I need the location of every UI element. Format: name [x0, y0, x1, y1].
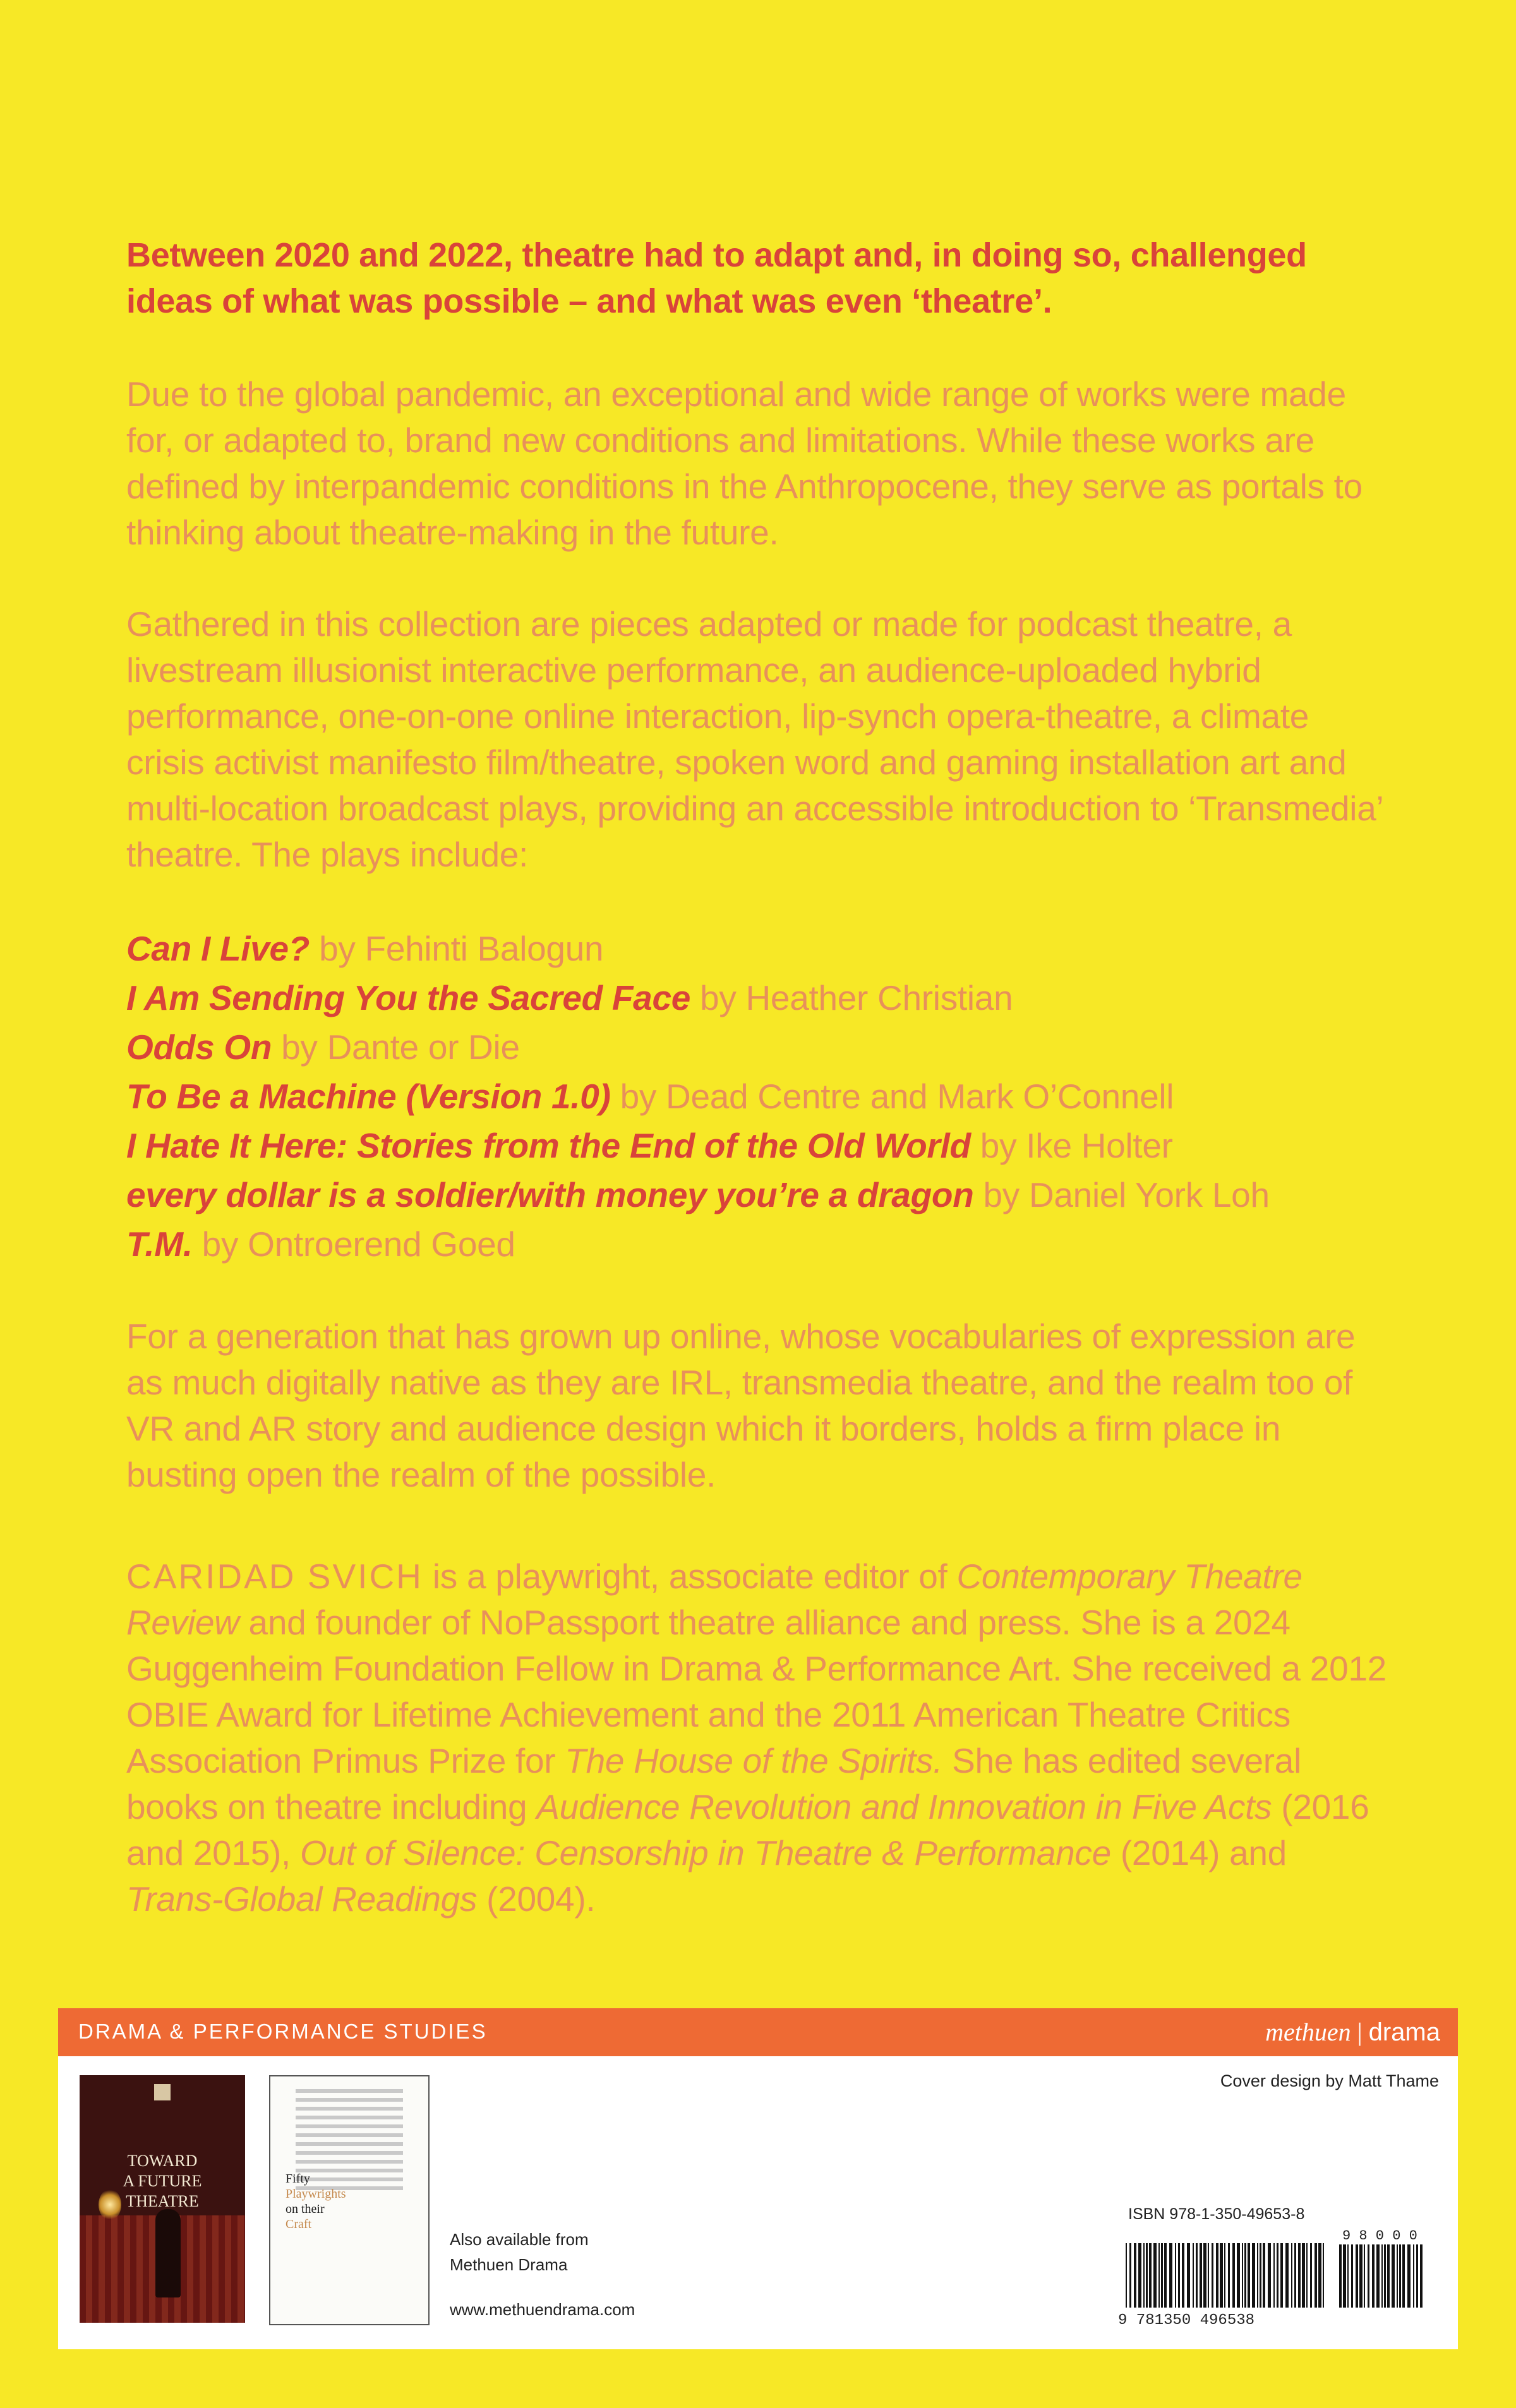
barcode-bar	[1392, 2244, 1395, 2308]
publisher-separator: |	[1357, 2018, 1363, 2046]
barcode-bar	[1364, 2244, 1365, 2308]
barcode-bar	[1224, 2243, 1225, 2308]
figure-silhouette	[155, 2209, 181, 2297]
barcode-bar	[1298, 2243, 1301, 2308]
barcode-bar	[1323, 2243, 1324, 2308]
barcode-bar	[1242, 2243, 1243, 2308]
publisher-imprint: drama	[1368, 2018, 1440, 2046]
play-author: by Ike Holter	[970, 1126, 1173, 1165]
bio-segment: She has edited several books on theatre including	[126, 1741, 1302, 1826]
barcode-bar	[1268, 2243, 1271, 2308]
book1-title-line: THEATRE	[126, 2192, 199, 2210]
play-title: T.M.	[126, 1225, 193, 1264]
footer-panel	[58, 2008, 1458, 2349]
lead-text: Between 2020 and 2022, theatre had to adapt and, in doing so, challenged ideas of what was possible – and what was even ‘theatre’.	[126, 236, 1307, 320]
barcode-bar	[1216, 2243, 1218, 2308]
barcode-bar	[1306, 2243, 1308, 2308]
play-title: To Be a Machine (Version 1.0)	[126, 1077, 611, 1116]
publisher-logo	[1265, 2017, 1440, 2047]
barcode-bar	[1387, 2244, 1390, 2308]
barcode-bar	[1149, 2243, 1152, 2308]
barcode-bar	[1420, 2244, 1423, 2308]
isbn-label: ISBN 978-1-350-49653-8	[1128, 2205, 1305, 2223]
book2-title-line: Playwrights	[286, 2187, 346, 2201]
barcode-bar	[1343, 2244, 1346, 2308]
play-item	[126, 1121, 1390, 1170]
play-item	[126, 1170, 1390, 1219]
bio-italic: Contemporary Theatre Review	[126, 1557, 1302, 1642]
barcode-bar	[1291, 2243, 1292, 2308]
barcode-bar	[1407, 2244, 1411, 2308]
para3-text: For a generation that has grown up online, whose vocabularies of expression are as much digitally native as they are IRL, transmedia theatre, and the realm too of VR and AR story and audience design which it borders, holds a firm place in busting open the realm of the possible.	[126, 1317, 1356, 1494]
barcode-bar	[1178, 2243, 1180, 2308]
barcode-bar	[1129, 2243, 1131, 2308]
barcode-bar	[1384, 2244, 1386, 2308]
bio-segment: is a playwright, associate editor of	[423, 1557, 957, 1596]
book2-title-line: on their	[286, 2202, 325, 2216]
play-title: I Hate It Here: Stories from the End of the Old World	[126, 1126, 971, 1165]
barcode-digits: 9 781350 496538	[1118, 2312, 1255, 2327]
bio-segment: (2004).	[477, 1879, 596, 1919]
publisher-name: methuen	[1265, 2018, 1351, 2046]
barcode-bar	[1158, 2243, 1160, 2308]
barcode-bar	[1143, 2243, 1145, 2308]
play-item	[126, 924, 1390, 973]
book2-title	[286, 2171, 346, 2232]
book1-title-line: A FUTURE	[123, 2172, 202, 2190]
barcode-bar	[1169, 2243, 1172, 2308]
publisher-crest-icon	[154, 2084, 171, 2100]
barcode-bar	[1277, 2243, 1278, 2308]
barcode-bar	[1347, 2244, 1349, 2308]
barcode-bar	[1212, 2243, 1213, 2308]
play-item	[126, 1072, 1390, 1121]
series-label: DRAMA & PERFORMANCE STUDIES	[78, 2020, 488, 2043]
bio-italic: Out of Silence: Censorship in Theatre & Performance	[299, 1833, 1111, 1872]
barcode-bar	[1252, 2243, 1255, 2308]
play-item	[126, 973, 1390, 1022]
bio-text	[126, 1554, 1390, 1922]
barcode-bar	[1273, 2243, 1275, 2308]
lead-paragraph	[126, 232, 1390, 325]
related-book-cover-2	[269, 2075, 430, 2325]
play-author: by Fehinti Balogun	[310, 929, 604, 968]
play-author: by Dante or Die	[272, 1027, 520, 1067]
barcode-bar	[1196, 2243, 1198, 2308]
description-paragraph-1	[126, 371, 1390, 556]
barcode-bar	[1302, 2243, 1305, 2308]
play-author: by Ontroerend Goed	[192, 1225, 515, 1264]
barcode-bar	[1372, 2244, 1375, 2308]
also-line-2: Methuen Drama	[450, 2255, 568, 2274]
description-paragraph-2	[126, 601, 1390, 878]
price-addon-bars	[1339, 2244, 1423, 2308]
barcode-bar	[1359, 2244, 1363, 2308]
also-line-1: Also available from	[450, 2230, 589, 2249]
book2-title-line: Fifty	[286, 2172, 310, 2186]
play-author: by Heather Christian	[690, 978, 1013, 1017]
barcode-bar	[1193, 2243, 1194, 2308]
also-available-label	[450, 2227, 589, 2277]
para1-text: Due to the global pandemic, an exceptional and wide range of works were made for, or adapted to, brand new conditions and limitations. While these works are defined by interpandemic conditions in the Anthropocene, they serve as portals to thinking about theatre-making in the future.	[126, 374, 1363, 552]
bio-segment: (2016 and 2015),	[126, 1787, 1369, 1872]
cover-design-credit: Cover design by Matt Thame	[1220, 2071, 1439, 2090]
barcode-bar	[1126, 2243, 1127, 2308]
barcode-bar	[1248, 2243, 1250, 2308]
play-title: Can I Live?	[126, 929, 310, 968]
barcode-bar	[1397, 2244, 1398, 2308]
barcode-bar	[1376, 2244, 1380, 2308]
bio-segment: and founder of NoPassport theatre alliance and press. She is a 2024 Guggenheim Foundation Fellow in Drama & Performance Art. She received a 2012 OBIE Award for Lifetime Achievement and the 2011 American Theatre Critics Association Primus Prize for	[126, 1603, 1387, 1780]
barcode-bar	[1228, 2243, 1230, 2308]
publisher-website-link[interactable]: www.methuendrama.com	[450, 2300, 635, 2319]
play-title: every dollar is a soldier/with money you’re a dragon	[126, 1175, 974, 1214]
barcode-bar	[1402, 2244, 1405, 2308]
bio-italic: Audience Revolution and Innovation in Five Acts	[536, 1787, 1272, 1826]
barcode-bar	[1285, 2243, 1289, 2308]
barcode-bar	[1356, 2244, 1358, 2308]
barcode-bar	[1237, 2243, 1240, 2308]
barcode-bar	[1200, 2243, 1202, 2308]
book1-title-line: TOWARD	[127, 2152, 198, 2170]
editor-bio	[126, 1554, 1390, 1922]
series-bar	[58, 2008, 1458, 2056]
barcode-bar	[1203, 2243, 1206, 2308]
barcode-bar	[1314, 2243, 1317, 2308]
editor-name: CARIDAD SVICH	[126, 1557, 423, 1596]
plays-list	[126, 924, 1390, 1269]
barcode-bar	[1182, 2243, 1184, 2308]
bio-italic: The House of the Spirits.	[565, 1741, 943, 1780]
play-item	[126, 1022, 1390, 1072]
barcode-bar	[1134, 2243, 1136, 2308]
play-author: by Dead Centre and Mark O’Connell	[610, 1077, 1174, 1116]
barcode-bar	[1244, 2243, 1246, 2308]
related-book-cover-1	[80, 2075, 245, 2323]
barcode-bar	[1153, 2243, 1157, 2308]
barcode-bar	[1310, 2243, 1312, 2308]
play-title: Odds On	[126, 1027, 272, 1067]
barcode-bar	[1175, 2243, 1176, 2308]
barcode-bar	[1413, 2244, 1414, 2308]
barcode-bar	[1138, 2243, 1141, 2308]
barcode-bar	[1164, 2243, 1167, 2308]
barcode-bar	[1318, 2243, 1321, 2308]
play-item	[126, 1219, 1390, 1269]
bio-italic: Trans-Global Readings	[126, 1879, 478, 1919]
barcode-bar	[1368, 2244, 1369, 2308]
book1-title	[80, 2151, 245, 2212]
barcode-bar	[1263, 2243, 1265, 2308]
description-paragraph-3	[126, 1314, 1390, 1498]
barcode-bar	[1257, 2243, 1258, 2308]
barcode-bar	[1260, 2243, 1261, 2308]
barcode-bar	[1161, 2243, 1163, 2308]
play-author: by Daniel York Loh	[973, 1175, 1270, 1214]
barcode-bar	[1208, 2243, 1209, 2308]
barcode-bar	[1399, 2244, 1401, 2308]
barcode-bar	[1220, 2243, 1223, 2308]
barcode-bar	[1146, 2243, 1148, 2308]
barcode-icon	[1118, 2225, 1428, 2327]
bio-segment: (2014) and	[1110, 1833, 1287, 1872]
para2-text: Gathered in this collection are pieces adapted or made for podcast theatre, a livestream illusionist interactive performance, an audience-uploaded hybrid performance, one-on-one online interaction, lip-synch opera-theatre, a climate crisis activist manifesto film/theatre, spoken word and gaming installation art and multi-location broadcast plays, providing an accessible introduction to ‘Transmedia’ theatre. The plays include:	[126, 604, 1383, 874]
book2-title-line: Craft	[286, 2217, 312, 2231]
barcode-bar	[1280, 2243, 1283, 2308]
price-code: 9 8 0 0 0	[1342, 2228, 1417, 2244]
barcode-bars	[1126, 2243, 1324, 2308]
barcode-bar	[1294, 2243, 1296, 2308]
barcode-bar	[1416, 2244, 1418, 2308]
barcode-bar	[1351, 2244, 1353, 2308]
barcode-bar	[1187, 2243, 1190, 2308]
barcode-bar	[1381, 2244, 1383, 2308]
barcode-bar	[1232, 2243, 1235, 2308]
barcode-bar	[1339, 2244, 1342, 2308]
play-title: I Am Sending You the Sacred Face	[126, 978, 691, 1017]
